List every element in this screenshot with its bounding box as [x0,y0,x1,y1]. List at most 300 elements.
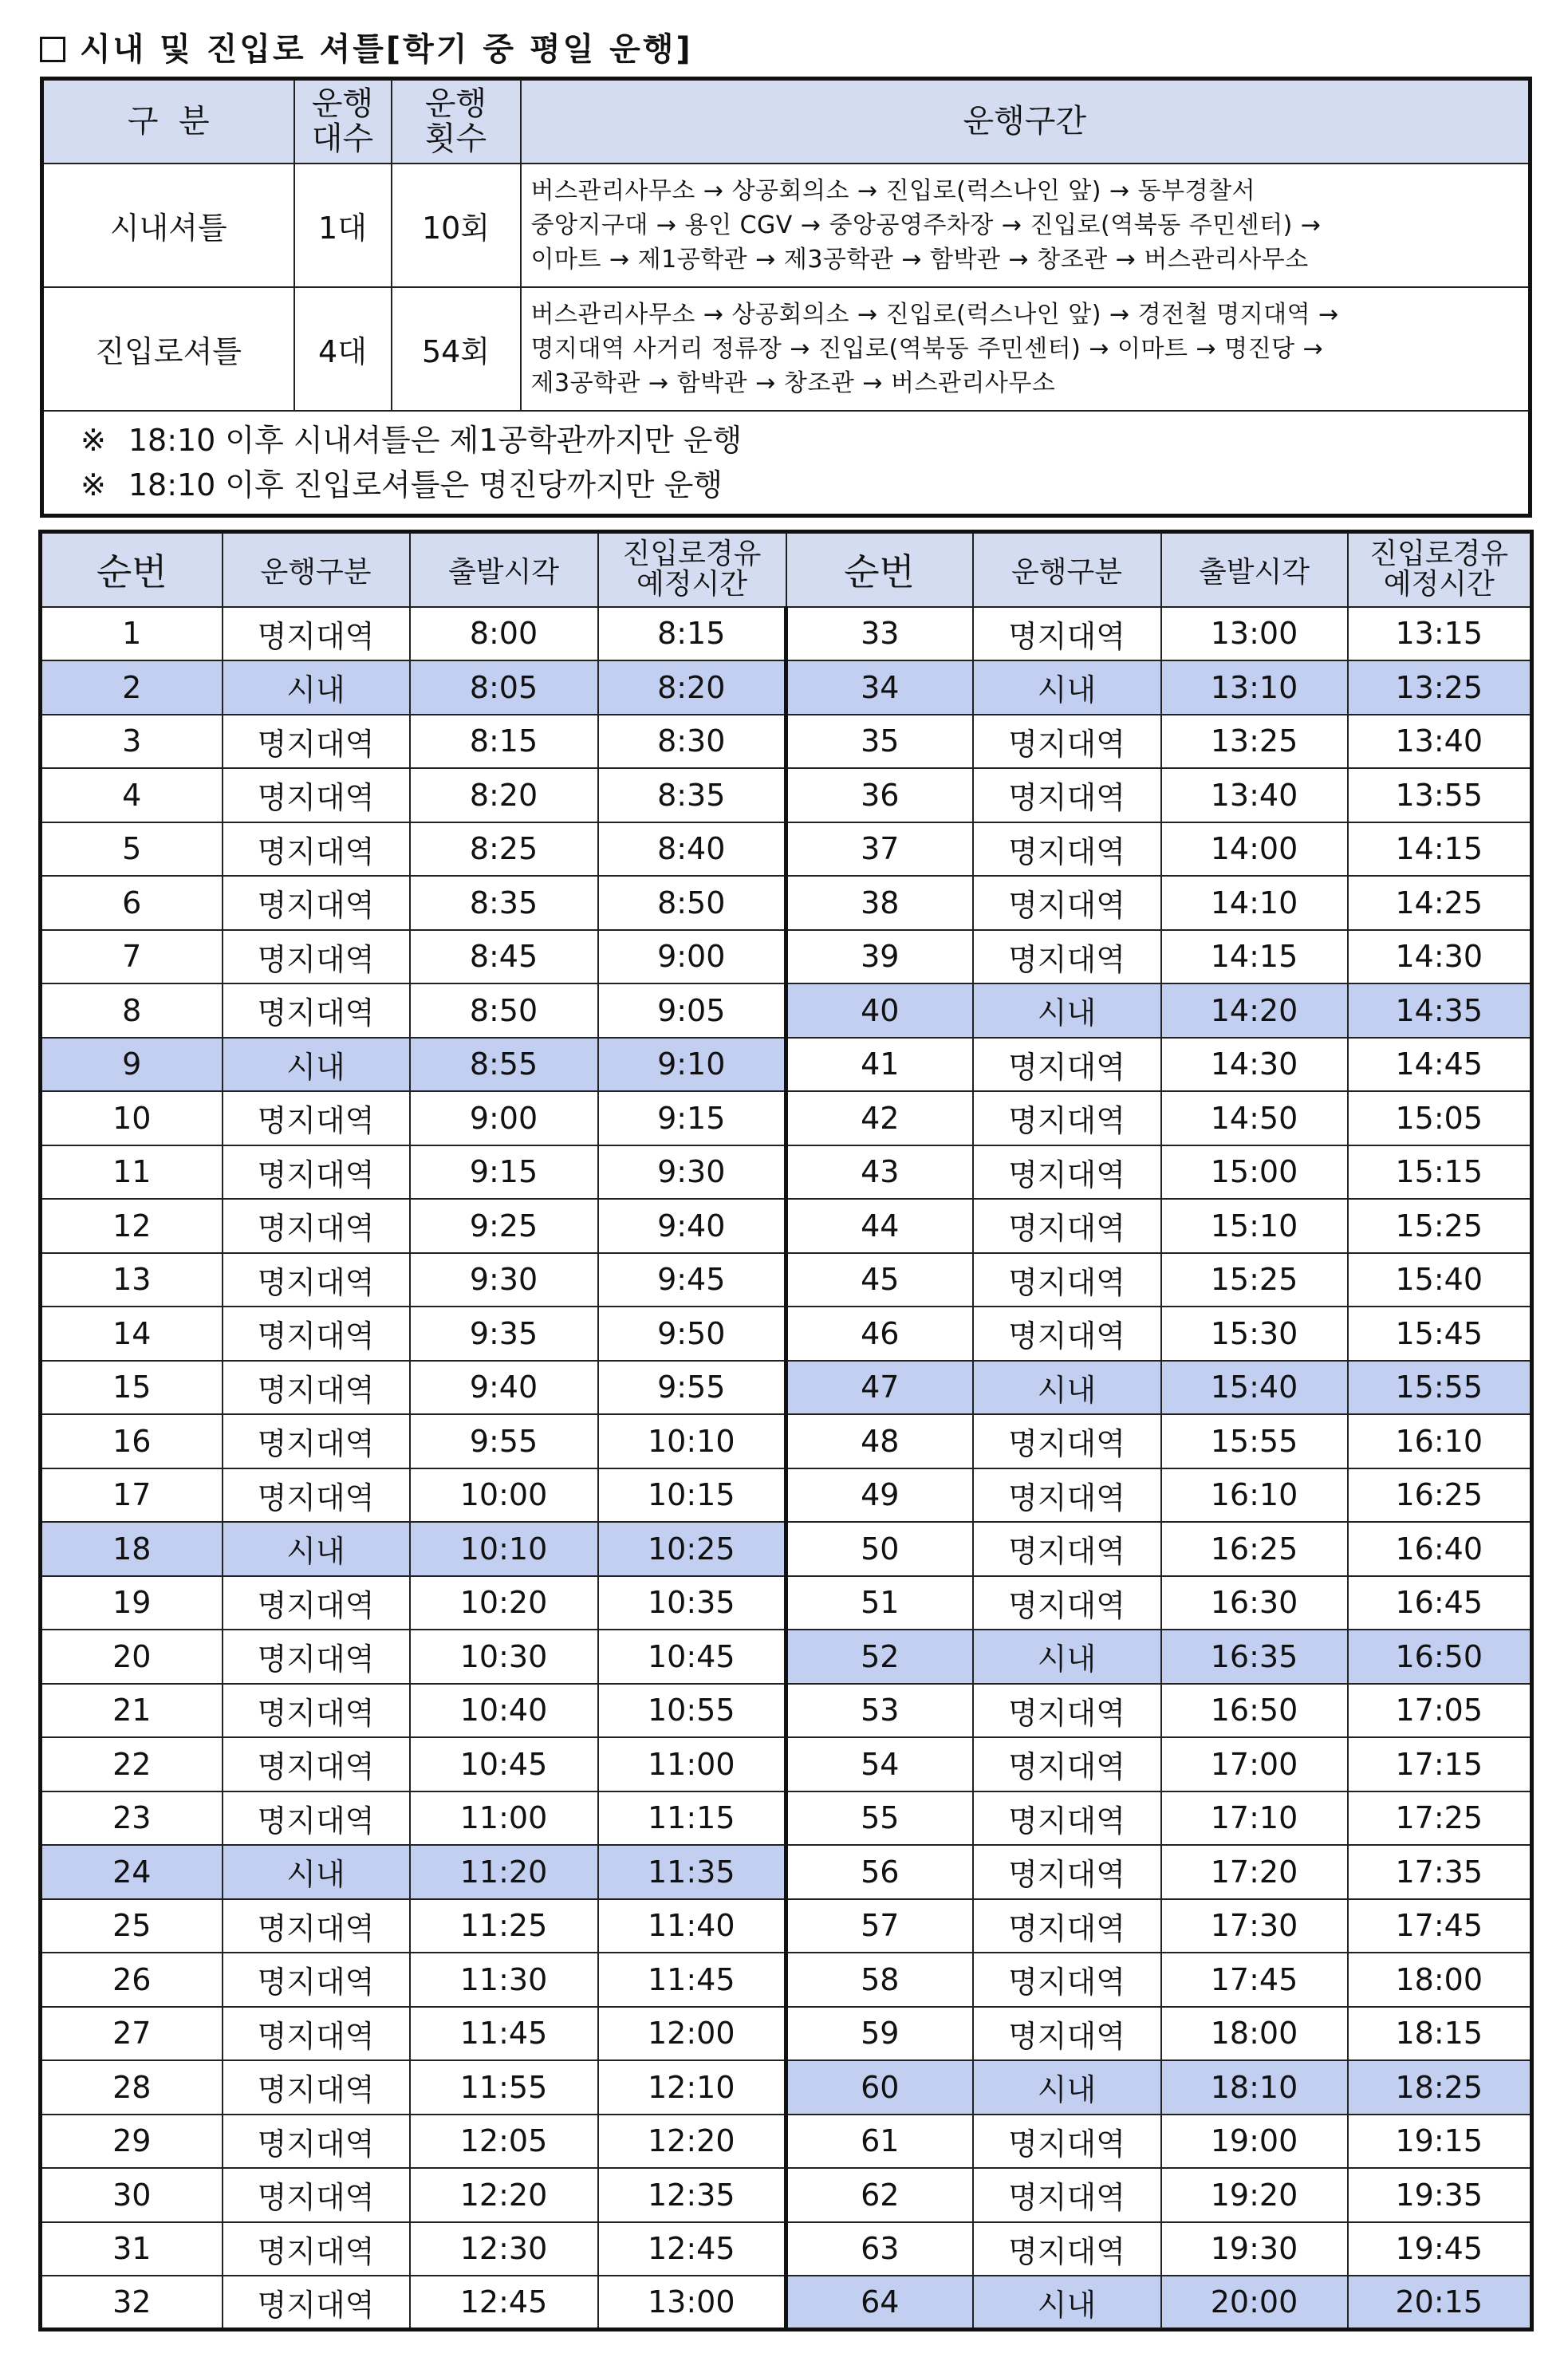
trip-type: 명지대역 [223,2060,410,2115]
trip-eta: 9:00 [598,930,786,984]
trip-no: 62 [786,2168,973,2222]
trip-type: 명지대역 [973,1468,1161,1523]
trip-departure: 9:30 [410,1253,598,1307]
trip-no: 33 [786,607,973,661]
trip-eta: 8:15 [598,607,786,661]
trip-no: 34 [786,660,973,715]
trip-eta: 8:20 [598,660,786,715]
trip-eta: 14:30 [1348,930,1532,984]
trip-eta: 12:35 [598,2168,786,2222]
trip-departure: 14:30 [1161,1038,1348,1092]
trip-no: 23 [41,1791,223,1846]
trip-type: 명지대역 [223,930,410,984]
shuttle-summary-table [40,77,1532,518]
trip-no: 29 [41,2115,223,2169]
trip-no: 22 [41,1737,223,1791]
route-line: 이마트 → 제1공학관 → 제3공학관 → 함박관 → 창조관 → 버스관리사무소 [530,245,1309,274]
trip-eta: 15:45 [1348,1307,1532,1361]
trip-type: 명지대역 [973,2115,1161,2169]
schedule-row [41,1630,1532,1684]
trip-type: 명지대역 [973,715,1161,769]
trip-no: 6 [41,876,223,930]
trip-departure: 15:30 [1161,1307,1348,1361]
trip-no: 16 [41,1414,223,1468]
trip-eta: 11:40 [598,1899,786,1953]
checkbox-square-icon [40,37,65,62]
trip-departure: 18:00 [1161,2007,1348,2061]
trip-departure: 10:45 [410,1737,598,1791]
schedule-row [41,1307,1532,1361]
trip-departure: 9:25 [410,1199,598,1253]
trip-departure: 12:20 [410,2168,598,2222]
trip-no: 58 [786,1953,973,2007]
trip-type: 명지대역 [223,2276,410,2330]
trip-type: 명지대역 [223,2168,410,2222]
schedule-row [41,1414,1532,1468]
trip-eta: 9:55 [598,1361,786,1415]
note-text: 18:10 이후 진입로셔틀은 명진당까지만 운행 [128,467,723,503]
trip-no: 45 [786,1253,973,1307]
trip-type: 명지대역 [223,1791,410,1846]
trip-eta: 13:55 [1348,768,1532,822]
schedule-row [41,1199,1532,1253]
trip-type: 명지대역 [973,1038,1161,1092]
note-text: 18:10 이후 시내셔틀은 제1공학관까지만 운행 [128,422,743,458]
trip-eta: 15:55 [1348,1361,1532,1415]
summary-runs: 54회 [392,287,521,411]
trip-departure: 8:25 [410,822,598,877]
header-no: 순번 [786,532,973,607]
trip-no: 39 [786,930,973,984]
trip-departure: 20:00 [1161,2276,1348,2330]
schedule-row [41,1737,1532,1791]
schedule-row [41,660,1532,715]
trip-no: 54 [786,1737,973,1791]
trip-type: 명지대역 [223,1953,410,2007]
trip-no: 44 [786,1199,973,1253]
trip-eta: 10:15 [598,1468,786,1523]
schedule-row [41,607,1532,661]
trip-type: 시내 [973,1630,1161,1684]
trip-no: 47 [786,1361,973,1415]
trip-type: 명지대역 [973,2168,1161,2222]
trip-no: 57 [786,1899,973,1953]
trip-no: 35 [786,715,973,769]
trip-type: 시내 [223,660,410,715]
schedule-row [41,2060,1532,2115]
trip-no: 53 [786,1684,973,1738]
schedule-row [41,768,1532,822]
trip-no: 51 [786,1576,973,1630]
schedule-row [41,1845,1532,1899]
trip-departure: 10:40 [410,1684,598,1738]
trip-no: 49 [786,1468,973,1523]
note-mark: ※ [81,467,106,503]
trip-type: 명지대역 [223,1307,410,1361]
route-line: 버스관리사무소 → 상공회의소 → 진입로(럭스나인 앞) → 동부경찰서 [530,176,1256,205]
trip-type: 명지대역 [223,1630,410,1684]
schedule-row [41,1953,1532,2007]
trip-type: 시내 [223,1845,410,1899]
trip-no: 36 [786,768,973,822]
trip-eta: 16:25 [1348,1468,1532,1523]
trip-eta: 19:35 [1348,2168,1532,2222]
trip-eta: 16:50 [1348,1630,1532,1684]
trip-departure: 15:10 [1161,1199,1348,1253]
trip-departure: 19:20 [1161,2168,1348,2222]
trip-eta: 18:00 [1348,1953,1532,2007]
trip-departure: 11:25 [410,1899,598,1953]
trip-type: 명지대역 [223,607,410,661]
trip-no: 3 [41,715,223,769]
summary-category: 진입로셔틀 [42,287,294,411]
trip-eta: 15:40 [1348,1253,1532,1307]
trip-eta: 11:00 [598,1737,786,1791]
trip-no: 26 [41,1953,223,2007]
trip-eta: 15:25 [1348,1199,1532,1253]
trip-departure: 15:55 [1161,1414,1348,1468]
trip-eta: 8:35 [598,768,786,822]
trip-eta: 16:45 [1348,1576,1532,1630]
trip-type: 명지대역 [223,1091,410,1145]
trip-eta: 16:10 [1348,1414,1532,1468]
trip-type: 명지대역 [223,1199,410,1253]
trip-departure: 18:10 [1161,2060,1348,2115]
summary-header-vehicles [294,79,392,164]
trip-eta: 14:25 [1348,876,1532,930]
trip-eta: 8:30 [598,715,786,769]
trip-departure: 10:20 [410,1576,598,1630]
trip-eta: 9:30 [598,1145,786,1200]
trip-no: 31 [41,2222,223,2276]
trip-eta: 15:05 [1348,1091,1532,1145]
trip-eta: 12:00 [598,2007,786,2061]
trip-no: 60 [786,2060,973,2115]
trip-type: 명지대역 [973,1899,1161,1953]
summary-row-city-shuttle [42,164,1531,287]
trip-eta: 10:45 [598,1630,786,1684]
schedule-row [41,2276,1532,2330]
trip-no: 38 [786,876,973,930]
trip-no: 12 [41,1199,223,1253]
trip-type: 명지대역 [223,1145,410,1200]
header-type: 운행구분 [973,532,1161,607]
trip-departure: 17:10 [1161,1791,1348,1846]
trip-no: 64 [786,2276,973,2330]
trip-departure: 13:10 [1161,660,1348,715]
page-title [40,27,693,72]
summary-header-route-text: 운행구간 [963,103,1087,140]
trip-no: 27 [41,2007,223,2061]
schedule-row [41,1468,1532,1523]
trip-type: 명지대역 [973,822,1161,877]
trip-departure: 14:10 [1161,876,1348,930]
trip-type: 명지대역 [973,1791,1161,1846]
trip-eta: 17:15 [1348,1737,1532,1791]
summary-header-category-text: 구 분 [127,103,210,140]
trip-departure: 17:00 [1161,1737,1348,1791]
trip-no: 50 [786,1522,973,1576]
trip-type: 명지대역 [223,1576,410,1630]
trip-eta: 9:15 [598,1091,786,1145]
trip-departure: 11:55 [410,2060,598,2115]
trip-eta: 11:15 [598,1791,786,1846]
trip-no: 59 [786,2007,973,2061]
schedule-row [41,930,1532,984]
trip-eta: 11:45 [598,1953,786,2007]
trip-type: 명지대역 [973,876,1161,930]
trip-no: 19 [41,1576,223,1630]
trip-type: 명지대역 [223,2115,410,2169]
trip-type: 명지대역 [223,1414,410,1468]
schedule-table [38,530,1534,2331]
summary-notes [42,411,1531,516]
header-departure: 출발시각 [410,532,598,607]
trip-no: 9 [41,1038,223,1092]
trip-type: 명지대역 [973,2222,1161,2276]
trip-eta: 15:15 [1348,1145,1532,1200]
trip-no: 42 [786,1091,973,1145]
schedule-row [41,1253,1532,1307]
trip-no: 56 [786,1845,973,1899]
trip-no: 61 [786,2115,973,2169]
trip-no: 63 [786,2222,973,2276]
schedule-row [41,822,1532,877]
trip-no: 7 [41,930,223,984]
trip-type: 명지대역 [223,715,410,769]
schedule-row [41,1091,1532,1145]
summary-category: 시내셔틀 [42,164,294,287]
page-title-text: 시내 및 진입로 셔틀[학기 중 평일 운행] [80,31,693,68]
trip-departure: 9:15 [410,1145,598,1200]
trip-type: 명지대역 [973,1737,1161,1791]
summary-notes-row [42,411,1531,516]
trip-departure: 11:30 [410,1953,598,2007]
trip-type: 명지대역 [223,2222,410,2276]
schedule-row [41,2222,1532,2276]
trip-departure: 19:30 [1161,2222,1348,2276]
trip-type: 명지대역 [223,876,410,930]
trip-departure: 8:00 [410,607,598,661]
schedule-row [41,1522,1532,1576]
trip-type: 명지대역 [223,1684,410,1738]
trip-type: 명지대역 [223,768,410,822]
trip-type: 시내 [973,1361,1161,1415]
trip-eta: 17:35 [1348,1845,1532,1899]
schedule-row [41,2007,1532,2061]
route-line: 버스관리사무소 → 상공회의소 → 진입로(럭스나인 앞) → 경전철 명지대역 → [530,300,1339,329]
note-mark: ※ [81,422,106,458]
schedule-row [41,1899,1532,1953]
trip-type: 명지대역 [973,930,1161,984]
schedule-row [41,1361,1532,1415]
header-eta [598,532,786,607]
trip-type: 명지대역 [223,1253,410,1307]
trip-eta: 12:10 [598,2060,786,2115]
summary-runs: 10회 [392,164,521,287]
trip-departure: 14:20 [1161,983,1348,1038]
trip-departure: 13:40 [1161,768,1348,822]
schedule-row [41,2115,1532,2169]
trip-departure: 14:15 [1161,930,1348,984]
trip-eta: 10:55 [598,1684,786,1738]
trip-departure: 9:55 [410,1414,598,1468]
trip-departure: 11:20 [410,1845,598,1899]
trip-departure: 15:25 [1161,1253,1348,1307]
trip-eta: 10:25 [598,1522,786,1576]
trip-no: 5 [41,822,223,877]
trip-eta: 10:35 [598,1576,786,1630]
trip-departure: 17:45 [1161,1953,1348,2007]
route-line: 중앙지구대 → 용인 CGV → 중앙공영주차장 → 진입로(역북동 주민센터) → [530,211,1322,239]
trip-eta: 9:10 [598,1038,786,1092]
summary-row-entrance-shuttle [42,287,1531,411]
trip-type: 명지대역 [223,1737,410,1791]
header-no: 순번 [41,532,223,607]
trip-type: 시내 [223,1522,410,1576]
trip-eta: 12:20 [598,2115,786,2169]
trip-departure: 16:25 [1161,1522,1348,1576]
trip-no: 8 [41,983,223,1038]
trip-type: 명지대역 [223,983,410,1038]
trip-no: 1 [41,607,223,661]
trip-departure: 8:55 [410,1038,598,1092]
trip-eta: 9:05 [598,983,786,1038]
trip-no: 13 [41,1253,223,1307]
schedule-row [41,983,1532,1038]
trip-departure: 10:00 [410,1468,598,1523]
trip-type: 명지대역 [223,1468,410,1523]
trip-eta: 12:45 [598,2222,786,2276]
trip-eta: 8:40 [598,822,786,877]
schedule-row [41,1791,1532,1846]
trip-no: 32 [41,2276,223,2330]
trip-eta: 11:35 [598,1845,786,1899]
schedule-row [41,876,1532,930]
trip-departure: 9:00 [410,1091,598,1145]
trip-type: 명지대역 [973,1845,1161,1899]
summary-header-runs [392,79,521,164]
trip-type: 시내 [973,2276,1161,2330]
trip-eta: 13:00 [598,2276,786,2330]
header-type: 운행구분 [223,532,410,607]
schedule-body [41,607,1532,2330]
schedule-row [41,1038,1532,1092]
trip-departure: 16:35 [1161,1630,1348,1684]
trip-eta: 14:15 [1348,822,1532,877]
trip-no: 41 [786,1038,973,1092]
trip-type: 명지대역 [973,1253,1161,1307]
trip-departure: 17:20 [1161,1845,1348,1899]
trip-type: 명지대역 [973,1414,1161,1468]
schedule-row [41,715,1532,769]
summary-header-category [42,79,294,164]
trip-eta: 9:45 [598,1253,786,1307]
trip-type: 시내 [973,2060,1161,2115]
trip-eta: 8:50 [598,876,786,930]
trip-type: 명지대역 [973,1145,1161,1200]
trip-no: 43 [786,1145,973,1200]
trip-eta: 19:45 [1348,2222,1532,2276]
summary-vehicles: 4대 [294,287,392,411]
trip-no: 21 [41,1684,223,1738]
trip-no: 37 [786,822,973,877]
header-eta [1348,532,1532,607]
trip-type: 명지대역 [973,607,1161,661]
trip-eta: 14:45 [1348,1038,1532,1092]
trip-eta: 17:45 [1348,1899,1532,1953]
summary-header-route [521,79,1531,164]
trip-departure: 12:45 [410,2276,598,2330]
trip-type: 명지대역 [223,1899,410,1953]
trip-type: 명지대역 [223,1361,410,1415]
trip-type: 명지대역 [973,1522,1161,1576]
trip-departure: 14:00 [1161,822,1348,877]
trip-eta: 16:40 [1348,1522,1532,1576]
trip-no: 17 [41,1468,223,1523]
summary-header-runs-text: 운행 횟수 [424,85,487,158]
trip-departure: 19:00 [1161,2115,1348,2169]
trip-no: 4 [41,768,223,822]
trip-eta: 20:15 [1348,2276,1532,2330]
trip-eta: 13:25 [1348,660,1532,715]
trip-eta: 18:15 [1348,2007,1532,2061]
trip-departure: 12:30 [410,2222,598,2276]
trip-type: 명지대역 [973,1953,1161,2007]
trip-type: 명지대역 [973,768,1161,822]
trip-departure: 10:10 [410,1522,598,1576]
header-departure: 출발시각 [1161,532,1348,607]
trip-eta: 17:25 [1348,1791,1532,1846]
trip-departure: 16:10 [1161,1468,1348,1523]
trip-no: 52 [786,1630,973,1684]
trip-type: 시내 [223,1038,410,1092]
trip-type: 명지대역 [223,2007,410,2061]
trip-type: 명지대역 [223,822,410,877]
trip-departure: 8:35 [410,876,598,930]
trip-no: 18 [41,1522,223,1576]
trip-departure: 16:30 [1161,1576,1348,1630]
trip-eta: 10:10 [598,1414,786,1468]
trip-type: 명지대역 [973,1199,1161,1253]
trip-departure: 9:35 [410,1307,598,1361]
route-line: 명지대역 사거리 정류장 → 진입로(역북동 주민센터) → 이마트 → 명진당 → [530,334,1324,363]
trip-no: 46 [786,1307,973,1361]
trip-type: 명지대역 [973,1307,1161,1361]
trip-no: 24 [41,1845,223,1899]
trip-departure: 9:40 [410,1361,598,1415]
trip-eta: 14:35 [1348,983,1532,1038]
trip-departure: 8:45 [410,930,598,984]
trip-departure: 17:30 [1161,1899,1348,1953]
trip-departure: 15:40 [1161,1361,1348,1415]
note [81,463,1528,507]
schedule-header-row [41,532,1532,607]
summary-route [521,287,1531,411]
trip-no: 25 [41,1899,223,1953]
trip-departure: 13:25 [1161,715,1348,769]
trip-no: 2 [41,660,223,715]
trip-type: 명지대역 [973,1576,1161,1630]
trip-no: 48 [786,1414,973,1468]
trip-eta: 9:40 [598,1199,786,1253]
trip-type: 명지대역 [973,2007,1161,2061]
trip-no: 28 [41,2060,223,2115]
summary-vehicles: 1대 [294,164,392,287]
trip-departure: 10:30 [410,1630,598,1684]
trip-no: 10 [41,1091,223,1145]
trip-departure: 8:05 [410,660,598,715]
